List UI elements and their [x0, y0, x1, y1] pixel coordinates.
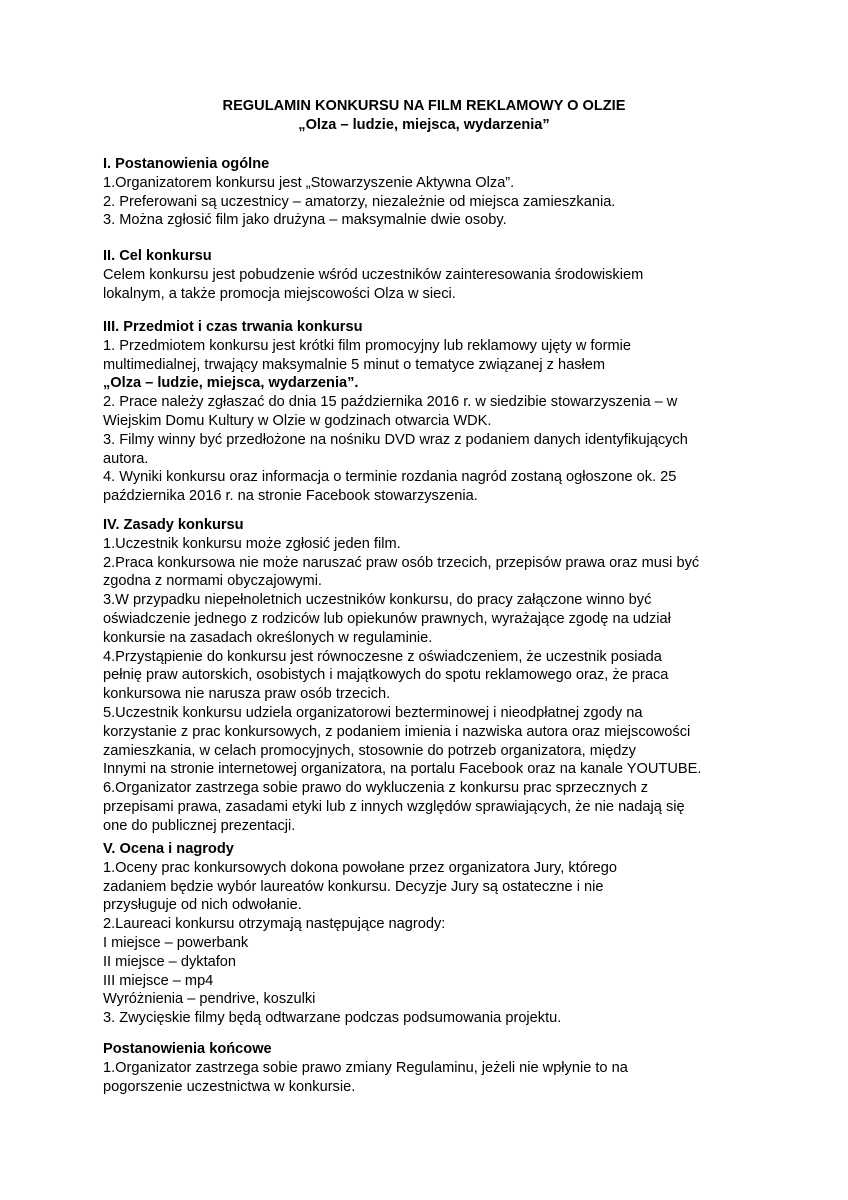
- paragraph-line: przepisami prawa, zasadami etyki lub z innych względów sprawiających, że nie nadają się: [103, 798, 685, 815]
- section-ocena-i-nagrody: [103, 840, 763, 1028]
- section-heading: Postanowienia końcowe: [103, 1041, 272, 1057]
- paragraph-line: 2.Praca konkursowa nie może naruszać praw osób trzecich, przepisów prawa oraz musi być: [103, 554, 700, 571]
- paragraph-line: 2. Preferowani są uczestnicy – amatorzy, niezależnie od miejsca zamieszkania.: [103, 193, 616, 210]
- paragraph-line: 3. Filmy winny być przedłożone na nośniku DVD wraz z podaniem danych identyfikujących: [103, 431, 688, 448]
- paragraph-line: zadaniem będzie wybór laureatów konkursu. Decyzje Jury są ostateczne i nie: [103, 878, 604, 895]
- section-postanowienia-koncowe: [103, 1040, 763, 1096]
- paragraph-line: Innymi na stronie internetowej organizatora, na portalu Facebook oraz na kanale YOUTUBE.: [103, 761, 702, 778]
- paragraph-line: 4.Przystąpienie do konkursu jest równoczesne z oświadczeniem, że uczestnik posiada: [103, 648, 662, 665]
- section-postanowienia-ogolne: [103, 155, 763, 230]
- paragraph-line: 1.Oceny prac konkursowych dokona powołane przez organizatora Jury, którego: [103, 859, 618, 876]
- paragraph-line: 1.Uczestnik konkursu może zgłosić jeden film.: [103, 535, 401, 552]
- paragraph-line: pogorszenie uczestnictwa w konkursie.: [103, 1078, 356, 1095]
- section-heading: II. Cel konkursu: [103, 248, 212, 264]
- section-heading: IV. Zasady konkursu: [103, 517, 244, 533]
- paragraph-line: przysługuje od nich odwołanie.: [103, 897, 302, 914]
- paragraph-line: multimedialnej, trwający maksymalnie 5 minut o tematyce związanej z hasłem: [103, 356, 606, 373]
- paragraph-line: one do publicznej prezentacji.: [103, 817, 296, 834]
- prize-item: Wyróżnienia – pendrive, koszulki: [103, 991, 316, 1008]
- paragraph-line: lokalnym, a także promocja miejscowości Olza w sieci.: [103, 285, 456, 302]
- prize-item: I miejsce – powerbank: [103, 934, 249, 951]
- section-przedmiot-konkursu: [103, 318, 763, 506]
- paragraph-line: pełnię praw autorskich, osobistych i majątkowych do spotu reklamowego oraz, że praca: [103, 667, 669, 684]
- paragraph-line: 1.Organizator zastrzega sobie prawo zmiany Regulaminu, jeżeli nie wpłynie to na: [103, 1059, 628, 1076]
- paragraph-line: października 2016 r. na stronie Facebook stowarzyszenia.: [103, 488, 478, 505]
- paragraph-line: 3. Można zgłosić film jako drużyna – maksymalnie dwie osoby.: [103, 212, 507, 229]
- prize-item: III miejsce – mp4: [103, 972, 214, 989]
- paragraph-line: 5.Uczestnik konkursu udziela organizatorowi bezterminowej i nieodpłatnej zgody na: [103, 704, 643, 721]
- section-cel-konkursu: [103, 247, 763, 303]
- prize-item: II miejsce – dyktafon: [103, 953, 237, 970]
- paragraph-line: 2.Laureaci konkursu otrzymają następujące nagrody:: [103, 916, 446, 933]
- paragraph-line: oświadczenie jednego z rodziców lub opiekunów prawnych, wyrażające zgodę na udział: [103, 610, 671, 627]
- paragraph-line: konkursie na zasadach określonych w regulaminie.: [103, 629, 433, 646]
- section-heading: V. Ocena i nagrody: [103, 841, 234, 857]
- paragraph-line: konkursowa nie narusza praw osób trzecich.: [103, 686, 391, 703]
- section-zasady-konkursu: [103, 516, 763, 836]
- paragraph-line: Wiejskim Domu Kultury w Olzie w godzinach otwarcia WDK.: [103, 412, 492, 429]
- paragraph-line: Celem konkursu jest pobudzenie wśród uczestników zainteresowania środowiskiem: [103, 266, 644, 283]
- paragraph-line: 3.W przypadku niepełnoletnich uczestników konkursu, do pracy załączone winno być: [103, 592, 652, 609]
- section-heading: III. Przedmiot i czas trwania konkursu: [103, 319, 363, 335]
- paragraph-line: 2. Prace należy zgłaszać do dnia 15 października 2016 r. w siedzibie stowarzyszenia – w: [103, 394, 678, 411]
- paragraph-line: 4. Wyniki konkursu oraz informacja o terminie rozdania nagród zostaną ogłoszone ok. 25: [103, 469, 677, 486]
- paragraph-line: zgodna z normami obyczajowymi.: [103, 573, 322, 590]
- paragraph-line: zamieszkania, w celach promocyjnych, stosownie do potrzeb organizatora, między: [103, 742, 636, 759]
- document-title: REGULAMIN KONKURSU NA FILM REKLAMOWY O OLZIE: [222, 98, 626, 114]
- paragraph-line: 1. Przedmiotem konkursu jest krótki film promocyjny lub reklamowy ujęty w formie: [103, 337, 631, 354]
- document-subtitle: „Olza – ludzie, miejsca, wydarzenia”: [298, 117, 550, 133]
- paragraph-line: korzystanie z prac konkursowych, z podaniem imienia i nazwiska autora oraz miejscowości: [103, 723, 691, 740]
- section-heading: I. Postanowienia ogólne: [103, 156, 270, 172]
- paragraph-line: 1.Organizatorem konkursu jest „Stowarzyszenie Aktywna Olza”.: [103, 174, 515, 191]
- paragraph-line: 6.Organizator zastrzega sobie prawo do wykluczenia z konkursu prac sprzecznych z: [103, 780, 649, 797]
- paragraph-line: autora.: [103, 450, 149, 467]
- paragraph-line: 3. Zwycięskie filmy będą odtwarzane podczas podsumowania projektu.: [103, 1010, 562, 1027]
- contest-slogan: „Olza – ludzie, miejsca, wydarzenia”.: [103, 375, 359, 392]
